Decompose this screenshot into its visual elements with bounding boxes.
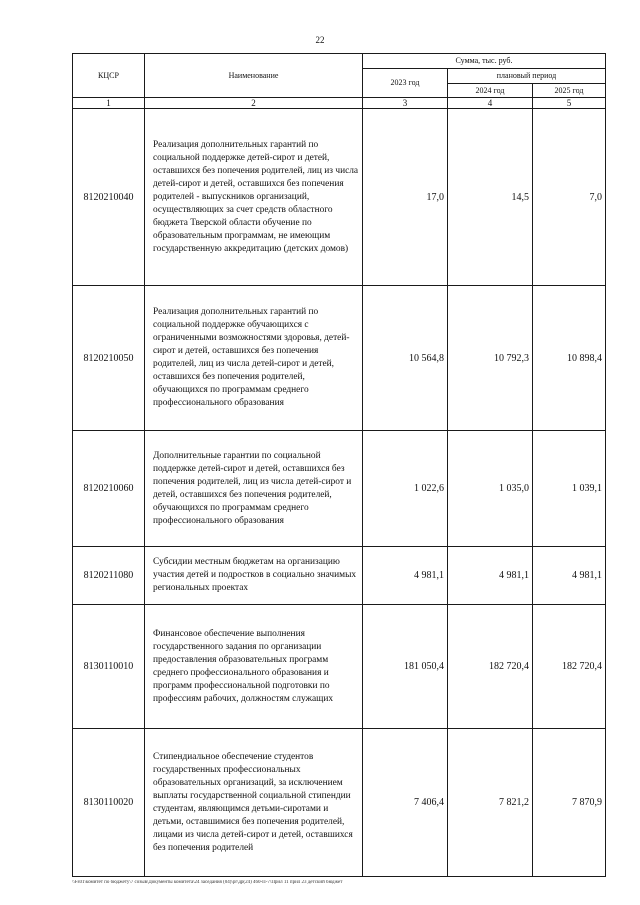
column-index: 3 [363,98,448,109]
row-value-2024: 10 792,3 [448,286,533,431]
page-number: 22 [315,35,325,45]
row-value-2024: 14,5 [448,109,533,286]
row-name: Субсидии местным бюджетам на организацию участия детей и подростков в социально значимых региональных проектах [145,547,363,605]
row-value-2025: 10 898,4 [533,286,606,431]
row-code: 8120211080 [73,547,145,605]
row-code: 8120210050 [73,286,145,431]
row-value-2025: 182 720,4 [533,605,606,729]
row-code: 8120210040 [73,109,145,286]
header-year-2024: 2024 год [448,84,533,98]
header-code: КЦСР [73,54,145,98]
table-row [73,605,606,729]
row-name: Реализация дополнительных гарантий по социальной поддержке обучающихся с ограниченными возможностями здоровья, детей-сирот и детей, оставшихся без попечения родителей, лиц из числа детей-сирот и детей, оставшихся без попечения родителей, обучающихся по программам среднего профессионального образования [145,286,363,431]
header-sum: Сумма, тыс. руб. [363,54,606,69]
row-value-2025: 1 039,1 [533,431,606,547]
row-value-2023: 10 564,8 [363,286,448,431]
row-code: 8130110020 [73,729,145,877]
column-index: 1 [73,98,145,109]
header-year-2023: 2023 год [363,69,448,98]
row-value-2023: 1 022,6 [363,431,448,547]
row-value-2025: 4 981,1 [533,547,606,605]
row-value-2023: 7 406,4 [363,729,448,877]
header-year-2025: 2025 год [533,84,606,98]
column-index-row [73,98,606,109]
column-index: 5 [533,98,606,109]
header-name: Наименование [145,54,363,98]
row-value-2025: 7 870,9 [533,729,606,877]
table-row [73,286,606,431]
row-name: Реализация дополнительных гарантий по социальной поддержке детей-сирот и детей, оставшихся без попечения родителей, лиц из числа детей-сирот и детей, оставшихся без попечения родителей - выпускников организаций, осуществляющих за счет средств областного бюджета Тверской области обучение по образовательным программам, не имеющим государственную аккредитацию (детских домов) [145,109,363,286]
row-value-2024: 7 821,2 [448,729,533,877]
budget-table [72,53,606,877]
row-value-2024: 1 035,0 [448,431,533,547]
row-code: 8130110010 [73,605,145,729]
row-value-2023: 4 981,1 [363,547,448,605]
table-row [73,729,606,877]
table-row [73,547,606,605]
row-value-2023: 17,0 [363,109,448,286]
row-value-2024: 4 981,1 [448,547,533,605]
row-name: Финансовое обеспечение выполнения государственного задания по организации предоставления образовательных программ среднего профессионального образования и программ профессиональной подготовки по профессиям рабочих, должностям служащих [145,605,363,729]
row-value-2024: 182 720,4 [448,605,533,729]
table-row [73,431,606,547]
table-row [73,109,606,286]
file-path-footer: \\Fs01\комитет по бюджету\7 созыв\Документы комитета\24 заседания (04)\pr\др(24) 460-П-7\Прил 11 прил 23 детский бюджет [72,880,343,885]
column-index: 4 [448,98,533,109]
row-name: Дополнительные гарантии по социальной поддержке детей-сирот и детей, оставшихся без попечения родителей, лиц из числа детей-сирот и детей, оставшихся без попечения родителей, обучающихся по программам среднего профессионального образования [145,431,363,547]
column-index: 2 [145,98,363,109]
header-planned-period: плановый период [448,69,606,84]
row-code: 8120210060 [73,431,145,547]
row-value-2025: 7,0 [533,109,606,286]
row-value-2023: 181 050,4 [363,605,448,729]
row-name: Стипендиальное обеспечение студентов государственных профессиональных образовательных организаций, за исключением выплаты государственной социальной стипендии студентам, являющимся детьми-сиротами и детьми, оставшимися без попечения родителей, лицами из числа детей-сирот и детей, оставшихся без попечения родителей [145,729,363,877]
